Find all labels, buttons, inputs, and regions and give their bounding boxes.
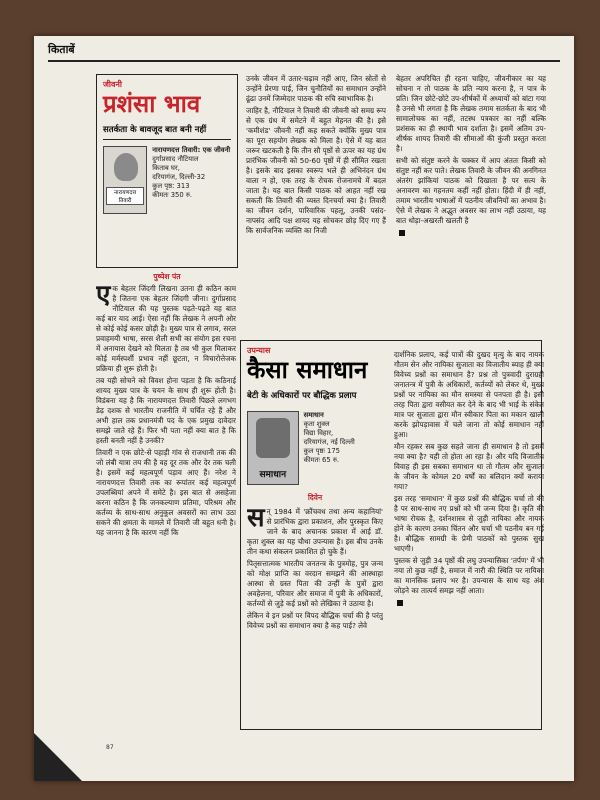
corner-mark [34,733,82,781]
review2-subtitle: बेटी के अधिकारों पर बौद्धिक प्रलाप [247,391,357,401]
review2-cover-text: समाधान [259,470,287,480]
review2-book-pages: कुल पृष्ठः 175 [303,447,340,455]
review2-reviewer: दिवेन [307,493,323,502]
review2-column-1 [247,507,383,717]
review2-col2-para: पुस्तक से जुड़ी 34 पृष्ठों की लघु उपन्यासिका 'तर्पण' में भी नया तो कुछ नहीं है, समाज में नारी की स्थिति पर नायिका का मानसिक प्रलाप भर है। उपन्यास के साथ यह अंश जोड़ने का तात्पर्य समझ नहीं आता। [394,556,544,595]
review1-col3-para: बेहतर अपरिचित ही रहना चाहिए, जीवनीकार का यह सोचना न तो पाठक के प्रति न्याय करना है, न पात्र के प्रति। जिन छोटे-छोटे उप-शीर्षकों में अध्यायों को बांटा गया है उनसे भी लगता है कि लेखक तमाम सतर्कता के बाद भी सामालोचक का नहीं, तटस्थ पत्रकार का नहीं बल्कि प्रशंसक का ही स्थायी भाव दर्शाता है। इसमें अतिम उप-शीर्षक शायद तिवारी की सीमाओं की कुंजी प्रस्तुत करता है। [396,74,546,153]
review1-col1-para: तब यही सोचने को विवश होना पड़ता है कि कठिनाई शायद मुख्य पात्र के चयन के साथ ही शुरू होती है। विडंबना यह है कि नारायणदत्त तिवारी पिछले लगभग डेढ़ दशक से भारतीय राजनीति में चर्चित रहे हैं और अभी हाल तक प्रधानमंत्री पद के एक प्रमुख दावेदार समझे जाते रहे हैं। फिर भी पता नहीं क्या बात है कि हस्ती बनती नहीं है उनकी? [96,376,236,445]
figure-illustration [256,418,290,458]
review1-col2-para: उनके जीवन में उतार-चढ़ाव नहीं आए, जिन स्रोतों से उन्होंने प्रेरणा पाई, जिन चुनौतियों का समाधान उन्होंने ढूंढा उनमें जिम्मेदार पाठक की रुचि स्वाभाविक है। [246,74,386,103]
review2-column-2 [394,350,544,725]
review2-col2-para: दार्शनिक प्रलाप, कई पात्रों की दुखद मृत्यु के बाद नायक गौतम सेन और नायिका सुजाता का विजातीय ब्याह ही क्या विवेच्य प्रश्नों का समाधान है? प्रश्न तो पुत्रवादी दुराग्रही जनातन्त्र में पुत्री के अधिकारों, कर्तव्यों को लेकर थे, मुख्य प्रश्नों पर नायिका का मौन समस्या से पनपता ही है। इसी तरह पिता द्वारा वसीयत कर देने के बाद भी भाई के संकेत मात्र पर सुजाता द्वारा मौन स्वीकार पिता का मकान खाली करके झोपड़ावास में चले जाना तो कोई समाधान नहीं हुआ। [394,350,544,439]
review1-book-pages: कुल पृष्ठ: 313 [152,182,190,190]
review2-col2-para: इस तरह 'समाधान' में कुछ प्रश्नों की बौद्धिक चर्चा तो की है पर साथ-साथ नए प्रश्नों को भी जन्म दिया है। कृति की भाषा रोचक है, दर्शनशास्त्र से जुड़ी नायिका और नायक होने के कारण उनका चिंतन और चर्चा भी पठनीय बन गई है। बौद्धिक सामग्री के प्रेमी पाठकों को पुस्तक सुख भाएगी। [394,494,544,553]
review1-col1-para: तिवारी न एक छोटे-से पहाड़ी गांव से राजधानी तक की जो लंबी यात्रा तय की है वह दूर तक और देर तक चली है। इसमें कई महत्वपूर्ण पड़ाव आए हैं। नरेश ने नारायणदत्त तिवारी तक का रूपांतर कई महत्वपूर्ण उपलब्धियां अपने में समेटे है। इस बात से असहेजा करना कठिन है कि जनकल्याण प्रतिमा, परिश्रम और कर्तव्य के साथ-साथ अनुकूल अवसरों का लाभ उठा सकने की क्षमता के मामले में तिवारी जी बहुत धनी है। यह जानना है कि कारण नहीं कि [96,448,236,537]
review2-book-address: दरियागंज, नई दिल्ली [303,438,355,446]
portrait-image [114,153,138,181]
review1-kicker: जीवनी [103,80,122,89]
review1-cover-text: नारायणदत्त तिवारी [106,187,144,205]
review2-title: कैसा समाधान [247,356,368,384]
review1-subtitle: सतर्कता के बावजूद बात बनी नहीं [103,125,207,135]
review2-book-author: कृता शुक्ल [303,420,330,428]
review2-book-name: समाधान [303,411,324,419]
review1-book-publisher: किताब घर, [152,164,180,172]
review2-kicker: उपन्यास [247,346,271,355]
page-number: 87 [106,744,114,751]
review1-book-price: कीमतः 350 रु. [152,191,193,199]
review1-book-cover [103,146,147,214]
end-mark [399,230,405,236]
review1-book-name: नारायणदत्त तिवारी: एक जीवनी [152,146,231,154]
review2-col1-para: न् 1984 में 'क्रौंचवध तथा अन्य कहानियां' से प्रारंभिक द्वारा प्रकाशन, और पुरस्कृत किए जाने के बाद अचानक प्रकाश में आई डॉ. कृता शुक्ल का यह चौथा उपन्यास है। इस बीच उनके तीन कथा संकलन प्रकाशित हो चुके हैं। [247,507,383,556]
review1-col3-para: सभी को संतुष्ट करने के चक्कर में आप अंततः किसी को संतुष्ट नहीं कर पाते। लेखक तिवारी के जीवन की अनगिनत अंतरंग झांकियां पाठक को दिखाता है पर सत्य के अनावरण का गहनतम कहीं नहीं होता। हिंदी में ही नहीं, तमाम भारतीय भाषाओं में पठनीय जीवनियों का अभाव है। ऐसे में लेखक ने अद्भुत अवसर का लाभ नहीं उठाया, यह बात थोड़ा-अखरती खलती है [396,156,546,225]
review1-dropcap: ए [96,284,111,310]
review2-dropcap: स [247,507,265,533]
review1-column-3 [396,74,546,336]
magazine-page [34,36,574,781]
review1-col2-para: जाहिर है, नौटियाल ने तिवारी की जीवनी को समग्र रूप से एक ग्रंथ में समेटने में बहुत मेहनत की है। इसे 'कमीशंड' जीवनी नहीं कह सकते क्योंकि मुख्य पात्र का पूरा सहयोग लेखक को मिला है। ऐसे में यह बात जरूर खटकती है कि तीन सौ पृष्ठों से ऊपर का यह ग्रंथ प्रारंभिक जीवनी को 50-60 पृष्ठों में ही सीमित रखता है। इसके बाद इसका स्वरूप भले ही अभिनंदन ग्रंथ वाला न हो, एक तरह के रोचक रोजनामचे में बदल जाता है। यह बात किसी पाठक को आहत नहीं रख सकती कि तिवारी की व्यस्त दिनचर्या क्या है। तिवारी का जीवन दर्शन, पारिवारिक पहलू, उनकी पसंद-नापसंद आदि पक्ष शायद यह सोचकर छोड़ दिए गए हैं कि सार्वजनिक व्यक्ति का निजी [246,106,386,235]
review2-book-price: कीमतः 65 रु. [303,456,340,464]
review1-column-2 [246,74,386,336]
review1-book-address: दरियागंज, दिल्ली-32 [152,173,206,181]
review1-rule [103,139,231,140]
review2-book-publisher: विद्या विहार, [303,429,334,437]
end-mark [397,600,403,606]
review2-col2-para: मौन रहकर सब कुछ सहते जाना ही समाधान है तो इसमें नया क्या है? यही तो होता आ रहा है। और यदि विजातीय विवाह ही इस सबका समाधान था तो गौतम और सुजाता के जीवन के कोमल 20 वर्षों का बलिदान क्यों कराया गया? [394,442,544,491]
review1-title: प्रशंसा भाव [103,90,201,118]
review1-reviewer: पुष्पेश पंत [153,272,181,281]
review1-header-box [96,74,238,268]
section-header: किताबें [48,43,75,56]
header-rule [48,60,560,62]
review2-col1-para: पितृसत्तात्मक भारतीय जनतन्त्र के पुत्रमोह, पुत्र जन्म को मोक्ष प्राप्ति का वरदान समझने की आस्थाहा आस्था से ग्रस्त पिता की उन्हीं के पुत्रों द्वारा अवहेलना, परिवार और समाज में पुत्री के अधिकारों, कर्तव्यों से जुड़े कई प्रश्नों को लेखिका ने उठाया है। [247,559,383,608]
review2-col1-para: लेकिन वे इन प्रश्नों पर विपद बौद्धिक चर्चा की है परंतु विवेच्य प्रश्नों का समाधान क्या है कह पाई? लेवे [247,611,383,630]
review1-book-author: दुर्गाप्रसाद नौटियाल [152,155,199,163]
review1-col1-para: क बेहतर जिंदगी लिखना उतना ही कठिन काम है जितना एक बेहतर जिंदगी जीना। दुर्गाप्रसाद नौटियाल की यह पुस्तक पढ़ते-पढ़ते यह बात कई बार याद आई। ऐसा नहीं कि लेखक ने अपनी ओर से कोई कोई कसर छोड़ी है। मुख्य पात्र से लगाव, सरल प्रवाहमयी भाषा, सरस शैली सभी का संयोग इस रचना में अनायास देखने को मिलता है तब भी कुल मिलाकर कोई मर्मस्पर्शी प्रभाव नहीं छूटता, न विचारोत्तेजक प्रक्रिया ही शुरू होती है। [96,284,236,373]
review1-column-1 [96,284,236,739]
review2-book-cover [247,411,299,485]
